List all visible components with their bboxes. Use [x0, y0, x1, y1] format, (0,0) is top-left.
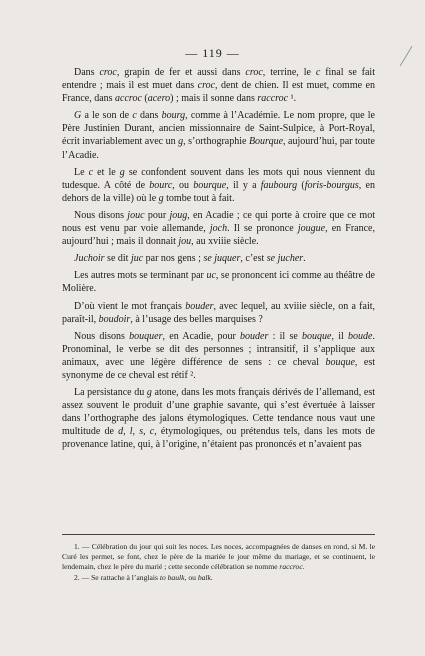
paragraph: D’où vient le mot français bouder, avec lequel, au xviiie siècle, on a fait, paraît-il, boudoir, à l’usage des belles marquises ?: [62, 300, 375, 325]
italic-text: raccroc: [279, 562, 303, 571]
italic-text: bouque: [325, 356, 355, 368]
italic-text: croc: [197, 80, 216, 92]
italic-text: joug: [169, 209, 188, 221]
italic-text: g: [146, 387, 152, 399]
footnotes: [62, 542, 375, 584]
italic-text: balk: [197, 573, 211, 582]
paragraph: Les autres mots se terminant par uc, se prononcent ici comme au théâtre de Molière.: [62, 270, 375, 295]
italic-text: joch: [209, 223, 228, 235]
italic-text: g: [178, 136, 184, 148]
italic-text: Juchoir: [74, 253, 105, 265]
italic-text: boudoir: [98, 313, 131, 325]
italic-text: juc: [130, 253, 144, 265]
paragraph: La persistance du g atone, dans les mots français dérivés de l’allemand, est assez souvent le produit d’une graphie savante, qui s’est évertuée à laisser dans l’orthographe des jalons étymologiques. Cette tendance nous vaut une multitude de d, l, s, c, étymologiques, ou prétendus tels, dans les mots de provenance latine, qui, à l’origine, n’étaient pas prononcés et n’avaient pas: [62, 387, 375, 451]
italic-text: croc: [99, 67, 117, 78]
italic-text: jouc: [127, 209, 145, 221]
footnote: 1. — Célébration du jour qui suit les noces. Les noces, accompagnées de danses en rond, si M. le Curé les permet, se font, chez le père de la mariée le jour même du mariage, et se continuent, le lendemain, chez le père du marié ; cette seconde célébration se nomme raccroc.: [62, 542, 375, 571]
italic-text: G: [74, 110, 82, 122]
footnote: 2. — Se rattache à l’anglais to baulk, ou balk.: [74, 573, 213, 582]
italic-text: bourque: [193, 179, 227, 191]
italic-text: Bourque: [248, 136, 284, 148]
paragraph: Nous disons bouquer, en Acadie, pour bouder : il se bouque, il boude. Pronominal, le verbe se dit des personnes ; intransitif, il s’applique aux animaux, avec une légère différence de sens : ce cheval bouque, est synonyme de ce cheval est rétif ².: [62, 330, 375, 381]
paragraph: Juchoir se dit juc par nos gens ; se juquer, c’est se jucher.: [74, 253, 306, 265]
italic-text: bourg: [161, 110, 186, 122]
italic-text: bouder: [185, 300, 214, 312]
pencil-mark-icon: [398, 44, 414, 70]
body-text: [62, 66, 375, 456]
italic-text: boude: [348, 330, 373, 342]
italic-text: accroc: [115, 93, 142, 105]
footnote-separator: [62, 534, 375, 535]
italic-text: g: [158, 192, 164, 204]
italic-text: faubourg: [260, 179, 298, 191]
italic-text: c: [88, 166, 94, 178]
italic-text: d, l, s, c: [118, 426, 155, 438]
paragraph: Dans croc, grapin de fer et aussi dans croc, terrine, le c final se fait entendre ; mais il est muet dans croc, dent de chien. Il est muet, comme en France, dans accroc (acero) ; mais il sonne dans raccroc ¹.: [62, 67, 375, 105]
italic-text: se jucher: [266, 253, 304, 265]
page-number: — 119 —: [185, 46, 240, 60]
italic-text: se juquer: [203, 253, 241, 265]
italic-text: c: [132, 110, 137, 122]
italic-text: jou: [178, 236, 192, 248]
italic-text: uc: [206, 270, 216, 282]
italic-text: to baulk: [159, 573, 185, 582]
italic-text: g: [119, 166, 125, 178]
italic-text: bouder: [240, 330, 269, 342]
italic-text: c: [315, 67, 321, 78]
italic-text: bouquer: [129, 330, 163, 342]
italic-text: croc: [245, 67, 263, 78]
italic-text: raccroc: [257, 93, 289, 105]
paragraph: Le c et le g se confondent souvent dans les mots qui nous viennent du tudesque. A côté de bourc, ou bourque, il y a faubourg (foris-bourgus, en dehors de la ville) où le g tombe tout à fait.: [62, 166, 376, 204]
paragraph: G a le son de c dans bourg, comme à l’Académie. Le nom propre, que le Père Justinien Durant, ancien missionnaire de Saint-Sulpice, à Port-Royal, écrit invariablement avec un g, s’orthographie Bourque, aujourd’hui, par toute l’Acadie.: [62, 110, 375, 161]
paragraph: Nous disons jouc pour joug, en Acadie ; ce qui porte à croire que ce mot nous est venu par voie allemande, joch. Il se prononce jougue, en France, aujourd’hui ; mais il donnait jou, au xviiie siècle.: [62, 209, 375, 248]
italic-text: foris-bourgus: [304, 179, 359, 191]
italic-text: jougue: [297, 223, 326, 235]
italic-text: bouque: [302, 330, 332, 342]
italic-text: acero: [147, 93, 171, 105]
italic-text: bourc: [149, 179, 173, 191]
